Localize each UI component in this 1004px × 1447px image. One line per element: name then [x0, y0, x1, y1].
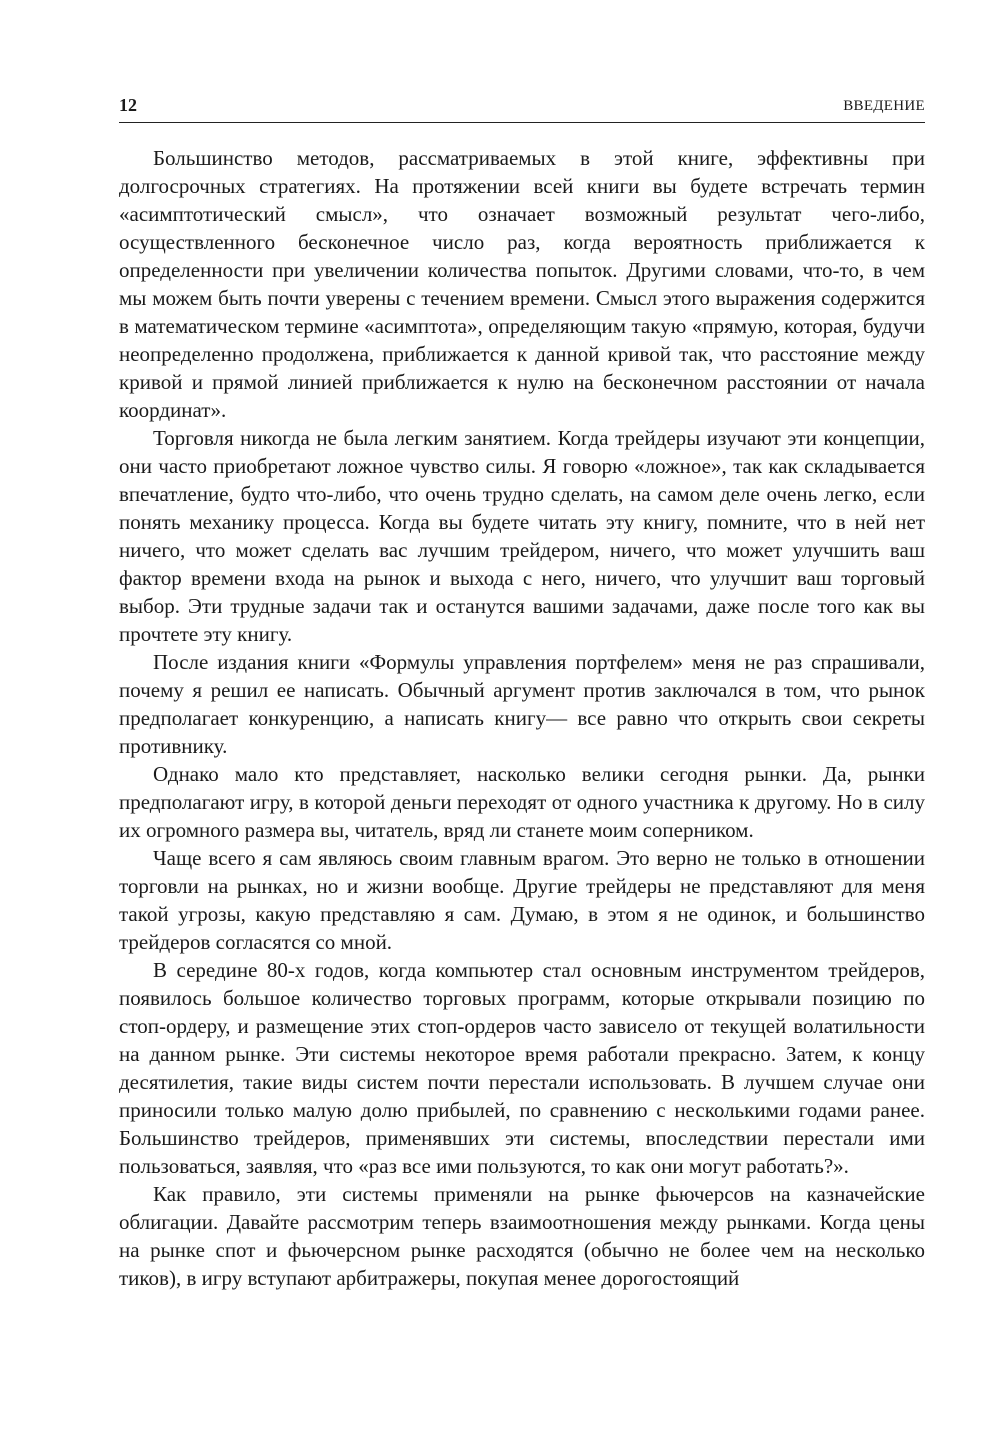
page-header: [119, 94, 925, 123]
page-number: 12: [119, 95, 137, 115]
paragraph: После издания книги «Формулы управления портфелем» меня не раз спрашивали, почему я решил ее написать. Обычный аргумент против заключался в том, что рынок предполагает конкуренцию, а написать книгу— все равно что открыть свои секреты противнику.: [119, 650, 925, 758]
paragraph: В середине 80-х годов, когда компьютер стал основным инструментом трейдеров, появилось большое количество торговых программ, которые открывали позицию по стоп-ордеру, и размещение этих стоп-ордеров часто зависело от текущей волатильности на данном рынке. Эти системы некоторое время работали прекрасно. Затем, к концу десятилетия, такие виды систем почти перестали использовать. В лучшем случае они приносили только малую долю прибылей, по сравнению с несколькими годами ранее. Большинство трейдеров, применявших эти системы, впоследствии перестали ими пользоваться, заявляя, что «раз все ими пользуются, то как они могут работать?».: [119, 958, 925, 1178]
paragraph: Однако мало кто представляет, насколько велики сегодня рынки. Да, рынки предполагают игру, в которой деньги переходят от одного участника к другому. Но в силу их огромного размера вы, читатель, вряд ли станете моим соперником.: [119, 762, 925, 842]
section-title: ВВЕДЕНИЕ: [843, 98, 925, 114]
paragraph: Большинство методов, рассматриваемых в этой книге, эффективны при долгосрочных стратегиях. На протяжении всей книги вы будете встречать термин «асимптотический смысл», что означает возможный результат чего-либо, осуществленного бесконечное число раз, когда вероятность приближается к определенности при увеличении количества попыток. Другими словами, что-то, в чем мы можем быть почти уверены с течением времени. Смысл этого выражения содержится в математическом термине «асимптота», определяющим такую «прямую, которая, будучи неопределенно продолжена, приближается к данной кривой так, что расстояние между кривой и прямой линией приближается к нулю на бесконечном расстоянии от начала координат».: [119, 146, 925, 422]
paragraph: Торговля никогда не была легким занятием. Когда трейдеры изучают эти концепции, они часто приобретают ложное чувство силы. Я говорю «ложное», так как складывается впечатление, будто что-либо, что очень трудно сделать, на самом деле очень легко, если понять механику процесса. Когда вы будете читать эту книгу, помните, что в ней нет ничего, что может сделать вас лучшим трейдером, ничего, что может улучшить ваш фактор времени входа на рынок и выхода с него, ничего, что улучшит ваш торговый выбор. Эти трудные задачи так и останутся вашими задачами, даже после того как вы прочтете эту книгу.: [119, 426, 925, 646]
paragraph: Чаще всего я сам являюсь своим главным врагом. Это верно не только в отношении торговли на рынках, но и жизни вообще. Другие трейдеры не представляют для меня такой угрозы, какую представляю я сам. Думаю, в этом я не одинок, и большинство трейдеров согласятся со мной.: [119, 846, 925, 954]
paragraph: Как правило, эти системы применяли на рынке фьючерсов на казначейские облигации. Давайте рассмотрим теперь взаимоотношения между рынками. Когда цены на рынке спот и фьючерсном рынке расходятся (обычно не более чем на несколько тиков), в игру вступают арбитражеры, покупая менее дорогостоящий: [119, 1182, 925, 1290]
body-text: [119, 144, 925, 1292]
